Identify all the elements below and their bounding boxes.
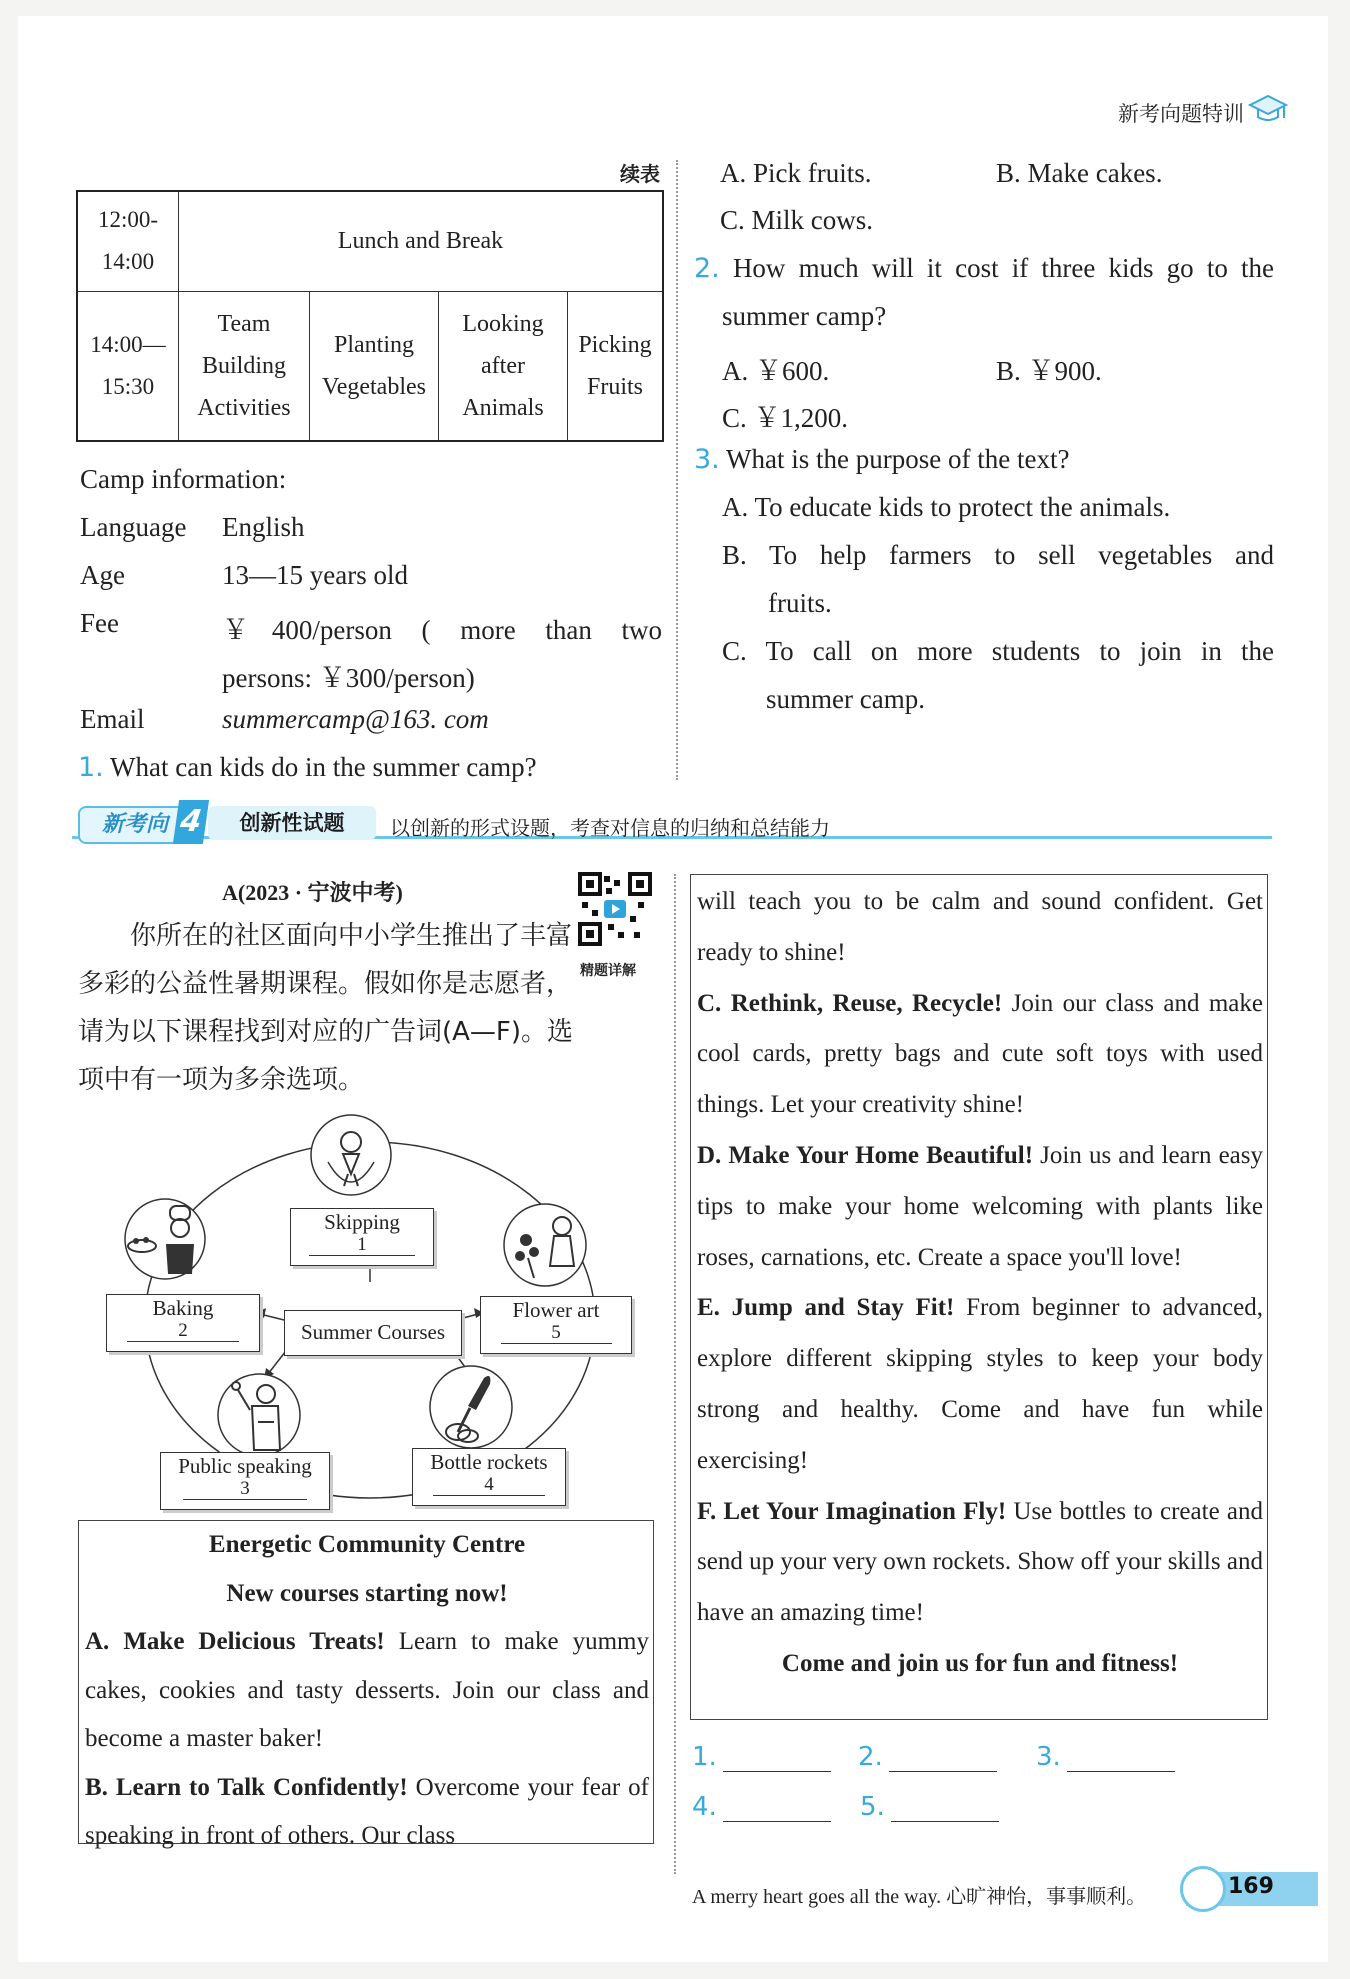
table-row xyxy=(77,191,663,291)
email-value: summercamp@163. com xyxy=(222,704,489,734)
column-divider xyxy=(676,160,678,780)
option: B. ￥900. xyxy=(996,356,1102,386)
question-1 xyxy=(78,752,537,783)
option: B. To help farmers to sell vegetables and xyxy=(722,540,1274,570)
qr-label: 精题详解 xyxy=(580,963,636,979)
answer-line[interactable] xyxy=(889,1743,997,1772)
page-number: 169 xyxy=(1228,1874,1274,1899)
table-row xyxy=(77,291,663,441)
answer-line[interactable] xyxy=(723,1743,831,1772)
ad-item-heading: E. Jump and Stay Fit! xyxy=(697,1294,955,1322)
diagram-node-flower-art xyxy=(480,1296,632,1354)
question-2 xyxy=(694,253,1274,284)
question-text: What can kids do in the summer camp? xyxy=(110,752,537,782)
diagram-center-node: Summer Courses xyxy=(284,1310,462,1356)
instruction-text: 你所在的社区面向中小学生推出了丰富多彩的公益性暑期课程。假如你是志愿者，请为以下课程找到对应的广告词(A—F)。选项中有一项为多余选项。 xyxy=(78,921,574,1095)
banner-tag: 新考向 xyxy=(78,806,192,844)
question-3 xyxy=(694,444,1069,475)
answer-blank-1[interactable] xyxy=(692,1742,831,1772)
diagram-node-baking xyxy=(106,1294,260,1352)
node-label: Public speaking xyxy=(178,1454,312,1478)
node-label: Flower art xyxy=(512,1298,600,1322)
ad-item-heading: D. Make Your Home Beautiful! xyxy=(697,1141,1034,1169)
table-cell-activity: Planting Vegetables xyxy=(310,291,439,441)
answer-number: 3. xyxy=(1036,1742,1061,1772)
flower-girl-icon xyxy=(500,1200,590,1290)
ad-item-d xyxy=(697,1131,1263,1283)
ad-item-b xyxy=(85,1764,649,1861)
ad-item-a xyxy=(85,1618,649,1764)
ad-item-b-continued: will teach you to be calm and sound confident. Get ready to shine! xyxy=(697,888,1263,966)
answer-blank-4[interactable] xyxy=(692,1792,831,1822)
ad-text-part1 xyxy=(85,1521,649,1861)
baker-icon xyxy=(120,1196,210,1282)
section-title: 新考向题特训 xyxy=(1118,102,1244,126)
answer-line[interactable] xyxy=(1067,1743,1175,1772)
question-text: How much will it cost if three kids go to the xyxy=(732,253,1275,283)
ad-item-heading: A. Make Delicious Treats! xyxy=(85,1628,385,1655)
banner-name: 创新性试题 xyxy=(208,806,376,840)
answer-blank-3[interactable] xyxy=(1036,1742,1175,1772)
answer-number: 5. xyxy=(860,1792,885,1822)
question-number: 3. xyxy=(694,444,720,475)
camp-info-title: Camp information: xyxy=(80,464,287,494)
column-divider xyxy=(674,874,676,1874)
table-cell-activity: Team Building Activities xyxy=(179,291,310,441)
answer-blank-5[interactable] xyxy=(860,1792,999,1822)
age-label: Age xyxy=(80,560,125,590)
diagram-node-bottle-rockets xyxy=(412,1448,566,1506)
ad-closing: Come and join us for fun and fitness! xyxy=(781,1649,1179,1677)
diagram-node-public-speaking xyxy=(160,1452,330,1510)
language-value: English xyxy=(222,512,305,542)
table-cell-time: 14:00— 15:30 xyxy=(77,291,179,441)
rocket-icon xyxy=(426,1362,516,1452)
answer-number: 1. xyxy=(692,1742,717,1772)
option: A. To educate kids to protect the animals. xyxy=(722,492,1171,522)
age-value: 13—15 years old xyxy=(222,560,408,590)
answer-number: 2. xyxy=(858,1742,883,1772)
passage-heading: A(2023 · 宁波中考) xyxy=(222,880,403,905)
qr-code-icon xyxy=(578,872,652,946)
target-icon xyxy=(1180,1866,1226,1912)
fee-value-line1: ￥400/person ( more than two xyxy=(222,615,662,645)
answer-number: 4. xyxy=(692,1792,717,1822)
answer-line[interactable] xyxy=(723,1793,831,1822)
schedule-table xyxy=(76,190,664,442)
ad-item-heading: C. Rethink, Reuse, Recycle! xyxy=(697,989,1003,1017)
option: C. ￥1,200. xyxy=(722,403,849,433)
option: A. ￥600. xyxy=(722,356,830,386)
option-continued: summer camp. xyxy=(766,684,925,714)
ad-item-body-start: Overcome your fear of speaking in front of others. Our class xyxy=(85,1773,650,1849)
speaker-icon xyxy=(214,1370,304,1460)
node-answer-number: 2 xyxy=(127,1321,239,1342)
question-text-continued: summer camp? xyxy=(722,301,887,331)
banner-description: 以创新的形式设题，考查对信息的归纳和总结能力 xyxy=(390,816,830,840)
option: C. To call on more students to join in the xyxy=(722,636,1274,666)
ad-item-body: Learn to make yummy cakes, cookies and tasty desserts. Join our class and become a master baker! xyxy=(85,1628,650,1752)
ad-box-part2 xyxy=(690,874,1268,1720)
node-label: Bottle rockets xyxy=(430,1450,548,1474)
ad-item-body: Join us and learn easy tips to make your home welcoming with plants like roses, carnations, etc. Create a space you'll love! xyxy=(697,1141,1263,1271)
node-label: Baking xyxy=(152,1296,214,1320)
ad-item-f xyxy=(697,1487,1263,1639)
ad-item-e xyxy=(697,1283,1263,1486)
option: C. Milk cows. xyxy=(720,205,874,235)
table-cell-activity: Picking Fruits xyxy=(568,291,664,441)
node-label: Skipping xyxy=(324,1210,400,1234)
ad-item-body: From beginner to advanced, explore different skipping styles to keep your body strong and healthy. Come and have fun while exercising! xyxy=(697,1294,1263,1474)
answer-blank-2[interactable] xyxy=(858,1742,997,1772)
ad-text-part2 xyxy=(697,877,1263,1690)
table-cell-activity: Lunch and Break xyxy=(179,191,664,291)
ad-item-heading: F. Let Your Imagination Fly! xyxy=(697,1497,1007,1525)
graduation-cap-icon xyxy=(1248,92,1288,126)
ad-item-c xyxy=(697,979,1263,1131)
question-text: What is the purpose of the text? xyxy=(726,444,1070,474)
fee-label: Fee xyxy=(80,608,119,638)
ad-item-heading: B. Learn to Talk Confidently! xyxy=(85,1773,408,1801)
fee-value-line2: persons: ￥300/person) xyxy=(222,663,475,693)
node-answer-number: 4 xyxy=(433,1475,545,1496)
ad-subtitle: New courses starting now! xyxy=(226,1579,508,1607)
banner-number: 4 xyxy=(173,800,209,844)
option: B. Make cakes. xyxy=(996,158,1163,188)
email-label: Email xyxy=(80,704,145,734)
table-cell-activity: Looking after Animals xyxy=(439,291,568,441)
option-continued: fruits. xyxy=(768,588,832,618)
ad-item-body: Use bottles to create and send up your very own rockets. Show off your skills and have an amazing time! xyxy=(697,1497,1263,1627)
node-answer-number: 3 xyxy=(183,1479,307,1500)
ad-box-part1 xyxy=(78,1520,654,1849)
node-answer-number: 1 xyxy=(309,1235,414,1256)
question-number: 1. xyxy=(78,752,104,783)
ad-item-body: Join our class and make cool cards, pretty bags and cute soft toys with used things. Let your creativity shine! xyxy=(697,989,1263,1119)
option: A. Pick fruits. xyxy=(720,158,872,188)
continued-label: 续表 xyxy=(620,162,660,186)
diagram-node-skipping xyxy=(290,1208,434,1266)
table-cell-time: 12:00- 14:00 xyxy=(77,191,179,291)
footer-quote: A merry heart goes all the way. 心旷神怡，事事顺利。 xyxy=(692,1886,1147,1908)
node-answer-number: 5 xyxy=(501,1323,612,1344)
answer-line[interactable] xyxy=(891,1793,999,1822)
language-label: Language xyxy=(80,512,187,542)
question-number: 2. xyxy=(694,253,720,284)
ad-title: Energetic Community Centre xyxy=(208,1531,526,1558)
skipping-girl-icon xyxy=(308,1112,394,1198)
